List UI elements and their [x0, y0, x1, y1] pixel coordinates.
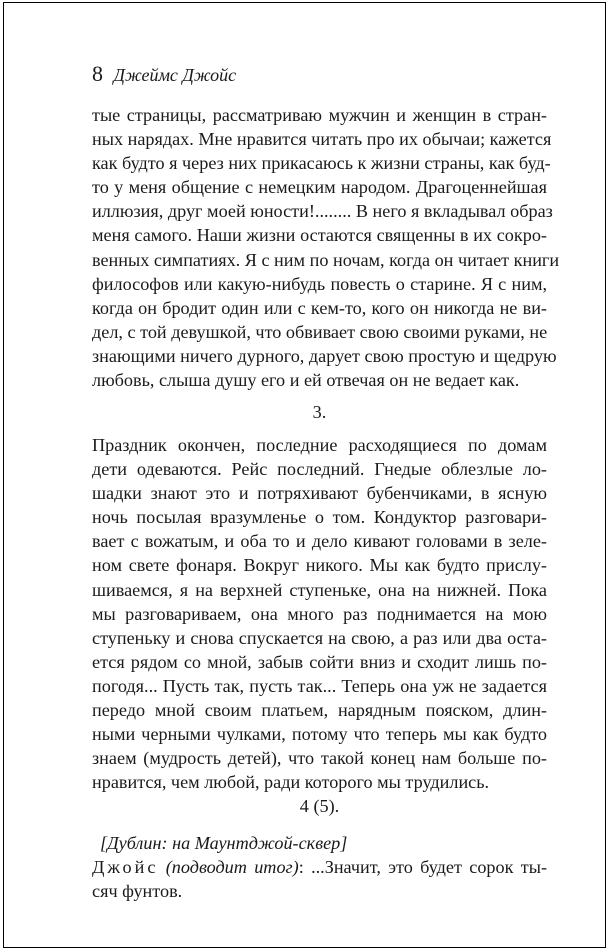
text-line: ном свете фонаря. Вокруг никого. Мы как будто прислу- [92, 555, 547, 576]
text-line: вает с вожатым, и оба то и дело кивают головами в зеле- [92, 531, 547, 552]
text-line: дел, с той девушкой, что обвивает свою своими руками, не [92, 321, 548, 342]
speech-colon: : [298, 857, 304, 878]
text-line: как будто я через них прикасаюсь к жизни страны, как буд- [92, 153, 551, 174]
section-heading: 4 (5). [299, 796, 340, 816]
text-line: передо мной своим платьем, нарядным пояском, длин- [92, 700, 547, 721]
speech-line [92, 855, 547, 879]
speaker-remark: (подводит итог) [165, 857, 299, 878]
running-head-author: Джеймс Джойс [113, 65, 237, 85]
speech-text: ...Значит, это будет сорок ты- [303, 857, 547, 878]
text-line: иллюзия, друг моей юности!........ В него я вкладывал образ [92, 201, 553, 222]
text-line: любовь, слыша душу его и ей отвечая он не ведает как. [92, 370, 520, 391]
paragraph-2 [92, 433, 547, 794]
text-line: тые страницы, рассматриваю мужчин и женщин в стран- [92, 105, 547, 125]
text-line: ется рядом со мной, забыв сойти вниз и сходит лишь по- [92, 651, 547, 672]
text-line: ночь посылая вразумленье о том. Кондуктор разговари- [92, 507, 547, 528]
dialogue-block [92, 831, 547, 903]
text-line: нравится, чем любой, ради которого мы трудились. [92, 772, 490, 793]
paragraph-1 [92, 103, 560, 392]
speech-line: сяч фунтов. [92, 881, 183, 902]
text-line: ных нарядах. Мне нравится читать про их обычаи; кажется [92, 129, 552, 150]
text-line: Праздник окончен, последние расходящиеся по домам [92, 435, 547, 455]
text-line: когда он бродит один или с кем-то, кого он никогда не ви- [92, 297, 547, 318]
text-line: ступеньку и снова спускается на свою, а раз или два оста- [92, 627, 547, 648]
text-line: ными черными чулками, потому что теперь мы как будто [92, 724, 547, 745]
text-line: венных симпатиях. Я с ним по ночам, когда он читает книги [92, 249, 560, 270]
text-line: знающими ничего дурного, дарует свою простую и щедрую [92, 345, 557, 366]
text-line: шиваемся, я на верхней ступеньке, она на нижней. Пока [92, 579, 547, 600]
page-number: 8 [92, 61, 103, 86]
text-line: философов или какую-нибудь повесть о старине. Я с ним, [92, 273, 547, 294]
text-line: шадки знают это и потряхивают бубенчиками, в ясную [92, 483, 547, 504]
stage-direction: [Дублин: на Маунтджой-сквер] [100, 833, 348, 853]
text-line: то у меня общение с немецким народом. Драгоценнейшая [92, 177, 547, 198]
text-line: погодя... Пусть так, пусть так... Теперь она уж не задается [92, 675, 547, 696]
text-line: мы разговариваем, она много раз поднимается на мою [92, 603, 547, 624]
speaker-name: Джойс [92, 857, 159, 878]
text-line: дети одеваются. Рейс последний. Гнедые облезлые ло- [92, 459, 547, 480]
section-heading: 3. [312, 402, 327, 422]
running-header [92, 61, 236, 87]
text-line: знаем (мудрость детей), что такой конец нам больше по- [92, 748, 547, 769]
text-line: меня самого. Наши жизни остаются священны в их сокро- [92, 225, 547, 246]
